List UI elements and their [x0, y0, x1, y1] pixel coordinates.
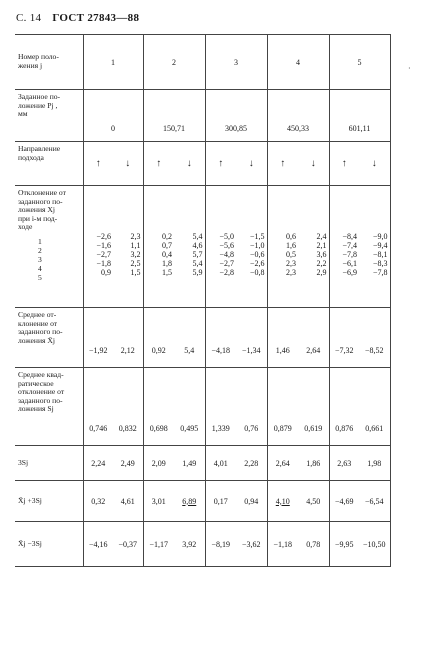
standard-code: ГОСТ 27843—88 — [52, 12, 140, 24]
minus-value: −0,37 — [113, 522, 143, 567]
set-position-value: 0 — [83, 90, 143, 142]
deviation-value: −7,8 — [342, 250, 357, 259]
approach-index: 4 — [38, 263, 42, 273]
std-value: 1,339 — [205, 368, 236, 446]
row-label-deviation — [15, 186, 83, 308]
plus-value: 0,94 — [236, 481, 267, 522]
plus-value: 4,61 — [113, 481, 143, 522]
minus-value: −1,17 — [143, 522, 174, 567]
table-row — [15, 90, 390, 142]
position-number: 1 — [83, 35, 143, 90]
three-s-value: 2,24 — [83, 446, 113, 481]
three-s-value: 1,98 — [359, 446, 390, 481]
plus-value: −6,54 — [359, 481, 390, 522]
deviation-value: 0,9 — [101, 268, 111, 277]
arrow-up-icon: ↑ — [143, 142, 174, 186]
deviation-value: 1,1 — [130, 241, 141, 250]
set-position-value: 150,71 — [143, 90, 205, 142]
three-s-value: 1,86 — [298, 446, 329, 481]
mean-value: −1,92 — [83, 308, 113, 368]
position-number: 4 — [267, 35, 329, 90]
row-label-plus: X̄j +3Sj — [15, 481, 83, 522]
deviation-value: −0,6 — [249, 250, 265, 259]
std-value: 0,495 — [174, 368, 205, 446]
position-number: 5 — [329, 35, 390, 90]
arrow-down-icon: ↓ — [174, 142, 205, 186]
deviation-value: 4,6 — [192, 241, 203, 250]
deviation-value: −6,9 — [342, 268, 357, 277]
table-row — [15, 186, 390, 308]
deviation-column — [205, 186, 236, 308]
approach-index: 2 — [38, 245, 42, 255]
mean-value: 2,12 — [113, 308, 143, 368]
deviation-value: 5,4 — [192, 259, 203, 268]
deviation-value: 0,4 — [162, 250, 172, 259]
minus-value: 0,78 — [298, 522, 329, 567]
minus-value: −8,19 — [205, 522, 236, 567]
margin-mark: · — [408, 64, 411, 73]
minus-value: −9,95 — [329, 522, 359, 567]
mean-value: −1,34 — [236, 308, 267, 368]
deviation-value: 5,7 — [192, 250, 203, 259]
row-label-mean: Среднее от- клонение от заданного по- ложения X̄j — [15, 308, 83, 368]
deviation-value: 2,9 — [316, 268, 327, 277]
plus-value: 6,89 — [174, 481, 205, 522]
std-value: 0,698 — [143, 368, 174, 446]
position-number: 2 — [143, 35, 205, 90]
deviation-value: −2,8 — [219, 268, 234, 277]
mean-value: 2,64 — [298, 308, 329, 368]
deviation-value: −7,8 — [372, 268, 388, 277]
deviation-value: 2,4 — [316, 232, 327, 241]
deviation-value: −8,4 — [342, 232, 357, 241]
row-label-std: Среднее квад- ратическое отклонение от заданного по- ложения Sj — [15, 368, 83, 446]
three-s-value: 2,09 — [143, 446, 174, 481]
std-value: 0,746 — [83, 368, 113, 446]
std-value: 0,832 — [113, 368, 143, 446]
deviation-value: 1,6 — [286, 241, 296, 250]
approach-index-list — [18, 237, 81, 282]
plus-value: 0,17 — [205, 481, 236, 522]
set-position-value: 450,33 — [267, 90, 329, 142]
minus-value: −4,16 — [83, 522, 113, 567]
minus-value: −3,62 — [236, 522, 267, 567]
page-header — [16, 12, 147, 24]
deviation-value: −0,8 — [249, 268, 265, 277]
deviation-value: 0,6 — [286, 232, 296, 241]
deviation-value: 3,2 — [130, 250, 141, 259]
three-s-value: 4,01 — [205, 446, 236, 481]
deviation-value: 0,7 — [162, 241, 172, 250]
deviation-table — [15, 34, 391, 567]
minus-value: −1,18 — [267, 522, 298, 567]
three-s-value: 2,28 — [236, 446, 267, 481]
deviation-value: 1,5 — [130, 268, 141, 277]
plus-value: 4,50 — [298, 481, 329, 522]
deviation-value: 0,5 — [286, 250, 296, 259]
arrow-up-icon: ↑ — [83, 142, 113, 186]
deviation-value: 2,2 — [316, 259, 327, 268]
mean-value: 0,92 — [143, 308, 174, 368]
deviation-value: −2,7 — [96, 250, 111, 259]
deviation-value: −5,6 — [219, 241, 234, 250]
arrow-up-icon: ↑ — [329, 142, 359, 186]
deviation-column — [267, 186, 298, 308]
row-label-set-position: Заданное по- ложение Pj , мм — [15, 90, 83, 142]
table-row — [15, 308, 390, 368]
deviation-value: −2,7 — [219, 259, 234, 268]
mean-value: −4,18 — [205, 308, 236, 368]
deviation-value: −2,6 — [249, 259, 265, 268]
deviation-value: −1,0 — [249, 241, 265, 250]
deviation-value: −1,6 — [96, 241, 111, 250]
approach-index: 3 — [38, 254, 42, 264]
deviation-column — [329, 186, 359, 308]
minus-value: −10,50 — [359, 522, 390, 567]
mean-value: 1,46 — [267, 308, 298, 368]
position-number: 3 — [205, 35, 267, 90]
mean-value: −8,52 — [359, 308, 390, 368]
deviation-column — [359, 186, 390, 308]
three-s-value: 2,64 — [267, 446, 298, 481]
minus-value: 3,92 — [174, 522, 205, 567]
deviation-value: 5,4 — [192, 232, 203, 241]
deviation-value: 2,5 — [130, 259, 141, 268]
three-s-value: 1,49 — [174, 446, 205, 481]
deviation-value: 1,8 — [162, 259, 172, 268]
three-s-value: 2,63 — [329, 446, 359, 481]
row-label-minus: X̄j −3Sj — [15, 522, 83, 567]
std-value: 0,619 — [298, 368, 329, 446]
std-value: 0,879 — [267, 368, 298, 446]
plus-value: −4,69 — [329, 481, 359, 522]
deviation-column — [236, 186, 267, 308]
plus-value: 0,32 — [83, 481, 113, 522]
std-value: 0,876 — [329, 368, 359, 446]
deviation-value: −5,0 — [219, 232, 234, 241]
deviation-value: 3,6 — [316, 250, 327, 259]
arrow-up-icon: ↑ — [205, 142, 236, 186]
deviation-column — [143, 186, 174, 308]
approach-index: 1 — [38, 236, 42, 246]
deviation-value: −9,0 — [372, 232, 388, 241]
deviation-value: −8,1 — [372, 250, 388, 259]
deviation-value: 0,2 — [162, 232, 172, 241]
table-row — [15, 142, 390, 186]
mean-value: 5,4 — [174, 308, 205, 368]
std-value: 0,76 — [236, 368, 267, 446]
deviation-value: 2,3 — [286, 268, 296, 277]
deviation-value: −2,6 — [96, 232, 111, 241]
deviation-value: −6,1 — [342, 259, 357, 268]
mean-value: −7,32 — [329, 308, 359, 368]
deviation-value: 2,1 — [316, 241, 327, 250]
deviation-value: −7,4 — [342, 241, 357, 250]
deviation-column — [174, 186, 205, 308]
deviation-value: 5,9 — [192, 268, 203, 277]
arrow-down-icon: ↓ — [113, 142, 143, 186]
row-label-direction: Направление подхода — [15, 142, 83, 186]
row-label-position-no: Номер поло- жения j — [15, 35, 83, 90]
deviation-column — [298, 186, 329, 308]
deviation-column — [83, 186, 113, 308]
arrow-down-icon: ↓ — [298, 142, 329, 186]
deviation-value: 2,3 — [130, 232, 141, 241]
page-number: С. 14 — [16, 12, 42, 24]
table-row — [15, 481, 390, 522]
table-row — [15, 368, 390, 446]
approach-index: 5 — [38, 272, 42, 282]
table-row — [15, 522, 390, 567]
set-position-value: 601,11 — [329, 90, 390, 142]
plus-value: 3,01 — [143, 481, 174, 522]
deviation-value: −4,8 — [219, 250, 234, 259]
deviation-value: −1,8 — [96, 259, 111, 268]
table-row — [15, 35, 390, 90]
std-value: 0,661 — [359, 368, 390, 446]
deviation-value: 2,3 — [286, 259, 296, 268]
deviation-value: −9,4 — [372, 241, 388, 250]
set-position-value: 300,85 — [205, 90, 267, 142]
deviation-value: 1,5 — [162, 268, 172, 277]
table-row — [15, 446, 390, 481]
arrow-down-icon: ↓ — [359, 142, 390, 186]
arrow-up-icon: ↑ — [267, 142, 298, 186]
three-s-value: 2,49 — [113, 446, 143, 481]
plus-value: 4,10 — [267, 481, 298, 522]
deviation-value: −8,3 — [372, 259, 388, 268]
deviation-column — [113, 186, 143, 308]
deviation-value: −1,5 — [249, 232, 265, 241]
row-label-three-s: 3Sj — [15, 446, 83, 481]
deviation-label-text: Отклонение от заданного по- ложения Xj при i-м под- ходе — [18, 188, 66, 232]
arrow-down-icon: ↓ — [236, 142, 267, 186]
